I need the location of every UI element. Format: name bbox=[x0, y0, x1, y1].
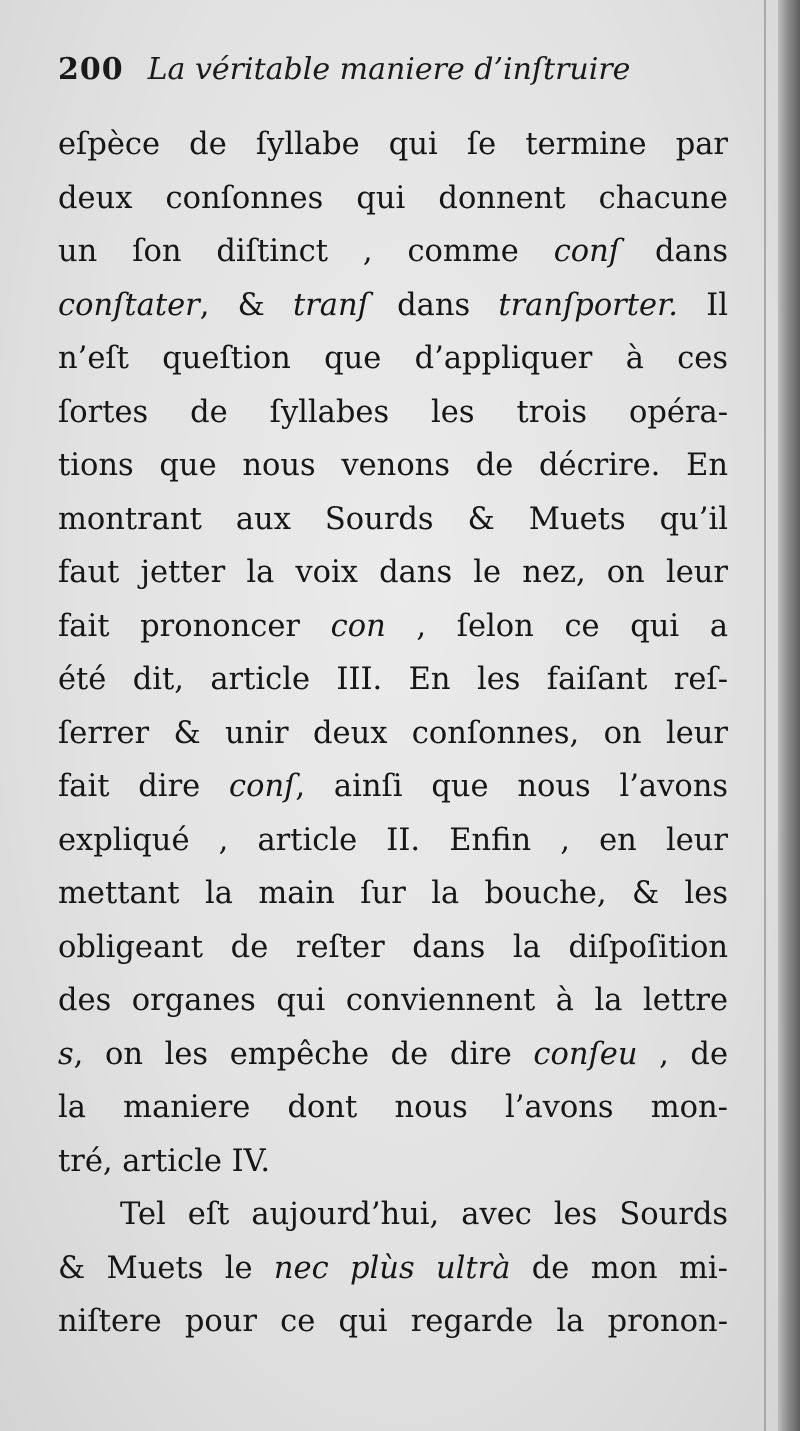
text-line-7: tions que nous venons de décrire. En bbox=[58, 448, 728, 483]
text-line-3: un ſon diſtinct , comme conſ dans bbox=[58, 234, 729, 269]
page-header bbox=[58, 52, 738, 100]
body-text bbox=[58, 118, 728, 1349]
text-line-6: ſortes de ſyllabes les trois opéra- bbox=[58, 394, 728, 430]
text-line-15: mettant la main ſur la bouche, & les bbox=[58, 876, 728, 911]
page-edge-shadow bbox=[778, 0, 800, 1431]
text-line-14: expliqué , article II. Enfin , en leur bbox=[58, 822, 728, 858]
text-line-12: ſerrer & unir deux conſonnes, on leur bbox=[58, 715, 728, 751]
text-line-20: tré, article IV. bbox=[58, 1143, 271, 1179]
text-line-9: faut jetter la voix dans le nez, on leur bbox=[58, 555, 728, 590]
running-head: La véritable maniere d’inſtruire bbox=[147, 52, 631, 87]
text-line-18: s, on les empêche de dire conſeu , de bbox=[58, 1036, 728, 1072]
text-line-19: la maniere dont nous l’avons mon- bbox=[58, 1090, 728, 1125]
text-line-1: eſpèce de ſyllabe qui ſe termine par bbox=[58, 127, 728, 162]
text-line-10: fait prononcer con , ſelon ce qui a bbox=[58, 608, 729, 644]
page-number: 200 bbox=[58, 52, 124, 87]
text-line-11: été dit, article III. En les faiſant reſ- bbox=[58, 662, 728, 697]
text-line-8: montrant aux Sourds & Muets qu’il bbox=[58, 501, 728, 537]
text-line-22: & Muets le nec plùs ultrà de mon mi- bbox=[58, 1250, 728, 1286]
text-line-5: n’eſt queſtion que d’appliquer à ces bbox=[58, 341, 728, 376]
text-line-21: Tel eſt aujourd’hui, avec les Sourds bbox=[120, 1197, 728, 1232]
text-line-23: niſtere pour ce qui regarde la pronon- bbox=[58, 1304, 728, 1339]
text-line-17: des organes qui conviennent à la lettre bbox=[58, 983, 728, 1018]
text-line-16: obligeant de reſter dans la diſpoſition bbox=[58, 929, 728, 965]
text-line-13: fait dire conſ, ainſi que nous l’avons bbox=[58, 769, 728, 804]
text-line-4: conſtater, & tranſ dans tranſporter. Il bbox=[58, 287, 729, 323]
page-fold-line bbox=[764, 0, 766, 1431]
text-line-2: deux conſonnes qui donnent chacune bbox=[58, 180, 728, 216]
